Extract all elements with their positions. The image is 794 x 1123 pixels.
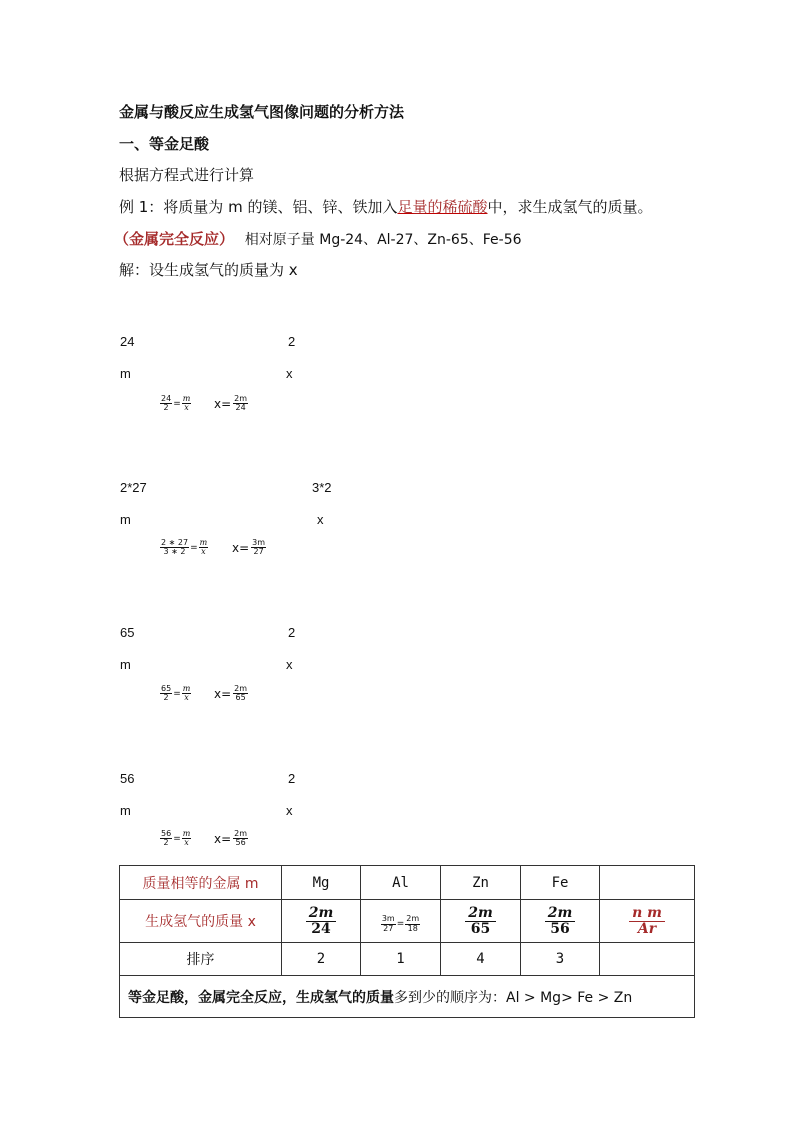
section-heading: 一、等金足酸 [119, 135, 210, 153]
block4-x: x [286, 803, 293, 818]
al-eq: = [396, 919, 405, 929]
block3-ratio-eq: = [173, 688, 181, 699]
table-row [120, 943, 695, 976]
example-prefix: 例 1：将质量为 m 的镁、铝、锌、铁加入 [119, 198, 398, 216]
block4-ratio [160, 830, 191, 848]
block1-result-lhs: x= [214, 396, 232, 411]
empty-rank-cell [600, 943, 695, 976]
al-num-1: 3m [381, 914, 395, 924]
block3-result [214, 685, 248, 703]
page-title: 金属与酸反应生成氢气图像问题的分析方法 [119, 103, 405, 121]
block3-ratio-num: 65 [161, 684, 172, 693]
block3-x: x [286, 657, 293, 672]
h2-mass-zn [441, 900, 521, 943]
metal-header-fe: Fe [521, 866, 600, 900]
block3-ratio [160, 685, 191, 703]
block3-ratio-den: 2 [163, 693, 169, 703]
block1-result-num: 2m [234, 394, 248, 403]
block1-result [214, 395, 248, 413]
example-suffix: 中，求生成氢气的质量。 [487, 198, 653, 216]
block4-rhs-den: x [184, 838, 189, 848]
fe-num: 2m [545, 906, 576, 922]
summary-table [119, 865, 695, 1018]
table-row [120, 866, 695, 900]
block2-result-num: 3m [252, 538, 266, 547]
block1-x: x [286, 366, 293, 381]
metal-header-mg: Mg [282, 866, 361, 900]
block3-metal-mass: 65 [120, 625, 135, 640]
mg-den: 24 [311, 920, 331, 937]
block4-result-den: 56 [235, 838, 246, 848]
block2-ratio [160, 539, 208, 557]
table-row [120, 976, 695, 1018]
block3-h2-mass: 2 [288, 625, 296, 640]
block2-result [232, 539, 266, 557]
summary-bold-text: 等金足酸，金属完全反应，生成氢气的质量 [128, 989, 394, 1006]
note-line [114, 228, 522, 249]
block1-m: m [120, 366, 131, 381]
empty-header-cell [600, 866, 695, 900]
method-text: 根据方程式进行计算 [119, 166, 255, 184]
block4-result-lhs: x= [214, 831, 232, 846]
block2-rhs-num: m [199, 538, 208, 547]
rank-fe: 3 [521, 943, 600, 976]
block3-rhs-den: x [184, 693, 189, 703]
block4-rhs-num: m [182, 829, 191, 838]
block1-ratio [160, 395, 191, 413]
rank-zn: 4 [441, 943, 521, 976]
block3-rhs-num: m [182, 684, 191, 693]
general-den: Ar [637, 920, 657, 937]
row-label-rank: 排序 [120, 943, 282, 976]
block1-result-den: 24 [235, 403, 246, 413]
block3-result-num: 2m [234, 684, 248, 693]
block4-result [214, 830, 248, 848]
atomic-masses: 相对原子量 Mg-24、Al-27、Zn-65、Fe-56 [244, 232, 522, 248]
block1-ratio-eq: = [173, 398, 181, 409]
block4-ratio-num: 56 [161, 829, 172, 838]
block2-result-lhs: x= [232, 540, 250, 555]
h2-mass-al [361, 900, 441, 943]
al-den-2: 18 [407, 923, 418, 933]
block4-h2-mass: 2 [288, 771, 296, 786]
h2-mass-mg [282, 900, 361, 943]
summary-cell [120, 976, 695, 1018]
general-num: n m [629, 906, 665, 922]
al-den-1: 27 [383, 923, 394, 933]
block3-result-lhs: x= [214, 686, 232, 701]
block2-result-den: 27 [253, 547, 264, 557]
example-underlined-2: 稀硫酸 [442, 198, 488, 216]
h2-mass-fe [521, 900, 600, 943]
zn-num: 2m [465, 906, 496, 922]
rank-al: 1 [361, 943, 441, 976]
block1-rhs-num: m [182, 394, 191, 403]
metal-header-al: Al [361, 866, 441, 900]
rank-mg: 2 [282, 943, 361, 976]
block3-result-den: 65 [235, 693, 246, 703]
block4-ratio-den: 2 [163, 838, 169, 848]
block4-m: m [120, 803, 131, 818]
block2-h2-mass: 3*2 [312, 480, 332, 495]
row-label-h2-mass: 生成氢气的质量 x [120, 900, 282, 943]
al-num-2: 2m [406, 914, 420, 924]
row-label-metal-mass: 质量相等的金属 m [120, 866, 282, 900]
example-underlined-1: 足量的 [397, 198, 443, 216]
example-text [119, 196, 653, 217]
block4-ratio-eq: = [173, 833, 181, 844]
block2-rhs-den: x [201, 547, 206, 557]
metal-header-zn: Zn [441, 866, 521, 900]
block2-metal-mass: 2*27 [120, 480, 147, 495]
block4-metal-mass: 56 [120, 771, 135, 786]
block2-ratio-num: 2 ∗ 27 [161, 538, 189, 547]
zn-den: 65 [470, 920, 491, 937]
block1-metal-mass: 24 [120, 334, 135, 349]
block2-ratio-den: 3 ∗ 2 [163, 547, 186, 557]
solution-text: 解：设生成氢气的质量为 x [119, 261, 298, 279]
condition-note: （金属完全反应） [114, 230, 235, 248]
block4-result-num: 2m [234, 829, 248, 838]
block2-x: x [317, 512, 324, 527]
block3-m: m [120, 657, 131, 672]
h2-mass-general [600, 900, 695, 943]
block1-ratio-den: 2 [163, 403, 169, 413]
fe-den: 56 [550, 920, 570, 937]
block1-ratio-num: 24 [161, 394, 172, 403]
block1-h2-mass: 2 [288, 334, 296, 349]
block2-ratio-eq: = [190, 542, 198, 553]
summary-order-text: 多到少的顺序为：Al > Mg> Fe > Zn [394, 989, 633, 1006]
block2-m: m [120, 512, 131, 527]
table-row [120, 900, 695, 943]
mg-num: 2m [306, 906, 337, 922]
block1-rhs-den: x [184, 403, 189, 413]
